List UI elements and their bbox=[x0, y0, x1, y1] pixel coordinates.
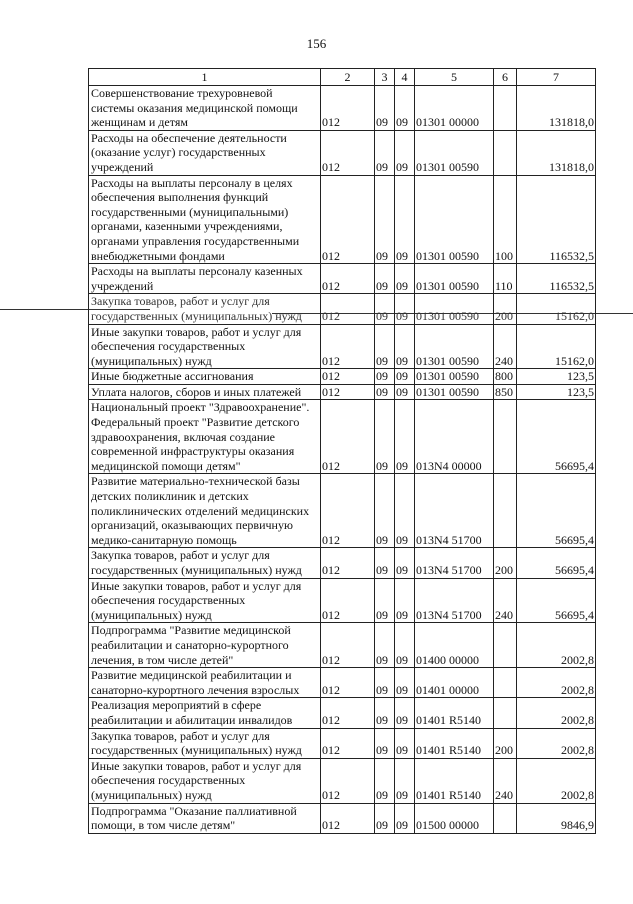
target-code-cell: 01301 00590 bbox=[415, 175, 494, 264]
ministry-code-cell: 012 bbox=[321, 384, 375, 400]
amount-cell: 2002,8 bbox=[517, 698, 596, 728]
subsection-code-cell: 09 bbox=[395, 324, 415, 369]
amount-cell: 56695,4 bbox=[517, 400, 596, 474]
row-name-cell: Закупка товаров, работ и услуг для государственных (муниципальных) нужд bbox=[89, 728, 321, 758]
table-row bbox=[89, 623, 596, 668]
ministry-code-cell: 012 bbox=[321, 400, 375, 474]
target-code-cell: 013N4 00000 bbox=[415, 400, 494, 474]
expense-type-cell: 200 bbox=[494, 548, 517, 578]
amount-cell: 116532,5 bbox=[517, 175, 596, 264]
subsection-code-cell: 09 bbox=[395, 130, 415, 175]
subsection-code-cell: 09 bbox=[395, 623, 415, 668]
amount-cell: 2002,8 bbox=[517, 728, 596, 758]
subsection-code-cell: 09 bbox=[395, 400, 415, 474]
ministry-code-cell: 012 bbox=[321, 578, 375, 623]
table-row bbox=[89, 758, 596, 803]
target-code-cell: 013N4 51700 bbox=[415, 548, 494, 578]
table-row bbox=[89, 578, 596, 623]
table-row bbox=[89, 803, 596, 833]
table-row bbox=[89, 668, 596, 698]
ministry-code-cell: 012 bbox=[321, 130, 375, 175]
target-code-cell: 01401 R5140 bbox=[415, 728, 494, 758]
expense-type-cell bbox=[494, 474, 517, 548]
amount-cell: 2002,8 bbox=[517, 623, 596, 668]
row-name-cell: Совершенствование трехуровневой системы оказания медицинской помощи женщинам и детям bbox=[89, 86, 321, 131]
amount-cell: 116532,5 bbox=[517, 264, 596, 294]
subsection-code-cell: 09 bbox=[395, 175, 415, 264]
row-name-cell: Реализация мероприятий в сфере реабилитации и абилитации инвалидов bbox=[89, 698, 321, 728]
expense-type-cell: 200 bbox=[494, 728, 517, 758]
subsection-code-cell: 09 bbox=[395, 294, 415, 324]
expense-type-cell: 240 bbox=[494, 578, 517, 623]
table-row bbox=[89, 175, 596, 264]
target-code-cell: 01301 00590 bbox=[415, 324, 494, 369]
expense-type-cell: 200 bbox=[494, 294, 517, 324]
table-row bbox=[89, 474, 596, 548]
section-code-cell: 09 bbox=[375, 578, 395, 623]
expense-type-cell: 110 bbox=[494, 264, 517, 294]
amount-cell: 15162,0 bbox=[517, 294, 596, 324]
row-name-cell: Подпрограмма "Оказание паллиативной помощи, в том числе детям" bbox=[89, 803, 321, 833]
row-name-cell: Иные закупки товаров, работ и услуг для обеспечения государственных (муниципальных) нужд bbox=[89, 578, 321, 623]
ministry-code-cell: 012 bbox=[321, 668, 375, 698]
section-code-cell: 09 bbox=[375, 548, 395, 578]
subsection-code-cell: 09 bbox=[395, 668, 415, 698]
section-code-cell: 09 bbox=[375, 264, 395, 294]
subsection-code-cell: 09 bbox=[395, 86, 415, 131]
subsection-code-cell: 09 bbox=[395, 474, 415, 548]
section-code-cell: 09 bbox=[375, 474, 395, 548]
amount-cell: 15162,0 bbox=[517, 324, 596, 369]
row-name-cell: Развитие материально-технической базы детских поликлиник и детских поликлинических отделений медицинских организаций, оказывающих первичную медико-санитарную помощь bbox=[89, 474, 321, 548]
expense-type-cell bbox=[494, 803, 517, 833]
section-code-cell: 09 bbox=[375, 384, 395, 400]
expense-type-cell bbox=[494, 86, 517, 131]
target-code-cell: 01500 00000 bbox=[415, 803, 494, 833]
expense-type-cell: 240 bbox=[494, 758, 517, 803]
column-header: 7 bbox=[517, 69, 596, 86]
section-code-cell: 09 bbox=[375, 803, 395, 833]
table-row bbox=[89, 400, 596, 474]
section-code-cell: 09 bbox=[375, 175, 395, 264]
expense-type-cell bbox=[494, 400, 517, 474]
amount-cell: 9846,9 bbox=[517, 803, 596, 833]
section-code-cell: 09 bbox=[375, 668, 395, 698]
row-name-cell: Национальный проект "Здравоохранение". Федеральный проект "Развитие детского здравоохранения, включая создание современной инфраструктуры оказания медицинской помощи детям" bbox=[89, 400, 321, 474]
ministry-code-cell: 012 bbox=[321, 264, 375, 294]
ministry-code-cell: 012 bbox=[321, 623, 375, 668]
ministry-code-cell: 012 bbox=[321, 548, 375, 578]
row-name-cell: Расходы на выплаты персоналу в целях обеспечения выполнения функций государственными (муниципальными) органами, казенными учреждениями, органами управления государственными внебюджетными фондами bbox=[89, 175, 321, 264]
section-code-cell: 09 bbox=[375, 698, 395, 728]
table-row bbox=[89, 264, 596, 294]
target-code-cell: 01401 00000 bbox=[415, 668, 494, 698]
expense-type-cell: 850 bbox=[494, 384, 517, 400]
subsection-code-cell: 09 bbox=[395, 548, 415, 578]
row-name-cell: Закупка товаров, работ и услуг для государственных (муниципальных) нужд bbox=[89, 548, 321, 578]
expense-type-cell bbox=[494, 698, 517, 728]
row-name-cell: Подпрограмма "Развитие медицинской реабилитации и санаторно-курортного лечения, в том числе детей" bbox=[89, 623, 321, 668]
target-code-cell: 01301 00590 bbox=[415, 130, 494, 175]
row-name-cell: Расходы на обеспечение деятельности (оказание услуг) государственных учреждений bbox=[89, 130, 321, 175]
expense-type-cell: 100 bbox=[494, 175, 517, 264]
ministry-code-cell: 012 bbox=[321, 698, 375, 728]
ministry-code-cell: 012 bbox=[321, 474, 375, 548]
budget-table bbox=[88, 68, 596, 834]
column-header: 3 bbox=[375, 69, 395, 86]
column-header: 2 bbox=[321, 69, 375, 86]
ministry-code-cell: 012 bbox=[321, 294, 375, 324]
target-code-cell: 01400 00000 bbox=[415, 623, 494, 668]
table-header-row bbox=[89, 69, 596, 86]
target-code-cell: 01301 00000 bbox=[415, 86, 494, 131]
amount-cell: 2002,8 bbox=[517, 668, 596, 698]
ministry-code-cell: 012 bbox=[321, 86, 375, 131]
page-number: 156 bbox=[306, 36, 327, 51]
column-header: 6 bbox=[494, 69, 517, 86]
expense-type-cell bbox=[494, 668, 517, 698]
table-row bbox=[89, 698, 596, 728]
row-name-cell: Иные бюджетные ассигнования bbox=[89, 369, 321, 385]
section-code-cell: 09 bbox=[375, 623, 395, 668]
amount-cell: 131818,0 bbox=[517, 86, 596, 131]
section-code-cell: 09 bbox=[375, 369, 395, 385]
amount-cell: 123,5 bbox=[517, 369, 596, 385]
ministry-code-cell: 012 bbox=[321, 728, 375, 758]
ministry-code-cell: 012 bbox=[321, 803, 375, 833]
subsection-code-cell: 09 bbox=[395, 384, 415, 400]
table-row bbox=[89, 548, 596, 578]
column-header: 4 bbox=[395, 69, 415, 86]
target-code-cell: 013N4 51700 bbox=[415, 578, 494, 623]
table-row bbox=[89, 294, 596, 324]
subsection-code-cell: 09 bbox=[395, 369, 415, 385]
subsection-code-cell: 09 bbox=[395, 578, 415, 623]
table-row bbox=[89, 728, 596, 758]
section-code-cell: 09 bbox=[375, 130, 395, 175]
ministry-code-cell: 012 bbox=[321, 758, 375, 803]
table-row bbox=[89, 86, 596, 131]
column-header: 5 bbox=[415, 69, 494, 86]
section-code-cell: 09 bbox=[375, 400, 395, 474]
amount-cell: 131818,0 bbox=[517, 130, 596, 175]
amount-cell: 123,5 bbox=[517, 384, 596, 400]
subsection-code-cell: 09 bbox=[395, 758, 415, 803]
expense-type-cell: 240 bbox=[494, 324, 517, 369]
table-row bbox=[89, 130, 596, 175]
section-code-cell: 09 bbox=[375, 758, 395, 803]
target-code-cell: 01301 00590 bbox=[415, 384, 494, 400]
table-row bbox=[89, 384, 596, 400]
row-name-cell: Расходы на выплаты персоналу казенных учреждений bbox=[89, 264, 321, 294]
ministry-code-cell: 012 bbox=[321, 175, 375, 264]
amount-cell: 56695,4 bbox=[517, 548, 596, 578]
table-row bbox=[89, 369, 596, 385]
row-name-cell: Уплата налогов, сборов и иных платежей bbox=[89, 384, 321, 400]
expense-type-cell bbox=[494, 130, 517, 175]
section-code-cell: 09 bbox=[375, 324, 395, 369]
ministry-code-cell: 012 bbox=[321, 369, 375, 385]
amount-cell: 2002,8 bbox=[517, 758, 596, 803]
target-code-cell: 01301 00590 bbox=[415, 264, 494, 294]
row-name-cell: Иные закупки товаров, работ и услуг для обеспечения государственных (муниципальных) нужд bbox=[89, 324, 321, 369]
ministry-code-cell: 012 bbox=[321, 324, 375, 369]
expense-type-cell bbox=[494, 623, 517, 668]
section-code-cell: 09 bbox=[375, 294, 395, 324]
subsection-code-cell: 09 bbox=[395, 728, 415, 758]
subsection-code-cell: 09 bbox=[395, 264, 415, 294]
row-name-cell: Закупка товаров, работ и услуг для государственных (муниципальных) нужд bbox=[89, 294, 321, 324]
column-header: 1 bbox=[89, 69, 321, 86]
target-code-cell: 01401 R5140 bbox=[415, 758, 494, 803]
subsection-code-cell: 09 bbox=[395, 803, 415, 833]
expense-type-cell: 800 bbox=[494, 369, 517, 385]
section-code-cell: 09 bbox=[375, 86, 395, 131]
table-row bbox=[89, 324, 596, 369]
subsection-code-cell: 09 bbox=[395, 698, 415, 728]
row-name-cell: Иные закупки товаров, работ и услуг для обеспечения государственных (муниципальных) нужд bbox=[89, 758, 321, 803]
row-name-cell: Развитие медицинской реабилитации и санаторно-курортного лечения взрослых bbox=[89, 668, 321, 698]
target-code-cell: 01301 00590 bbox=[415, 369, 494, 385]
target-code-cell: 01401 R5140 bbox=[415, 698, 494, 728]
amount-cell: 56695,4 bbox=[517, 474, 596, 548]
amount-cell: 56695,4 bbox=[517, 578, 596, 623]
target-code-cell: 01301 00590 bbox=[415, 294, 494, 324]
target-code-cell: 013N4 51700 bbox=[415, 474, 494, 548]
section-code-cell: 09 bbox=[375, 728, 395, 758]
